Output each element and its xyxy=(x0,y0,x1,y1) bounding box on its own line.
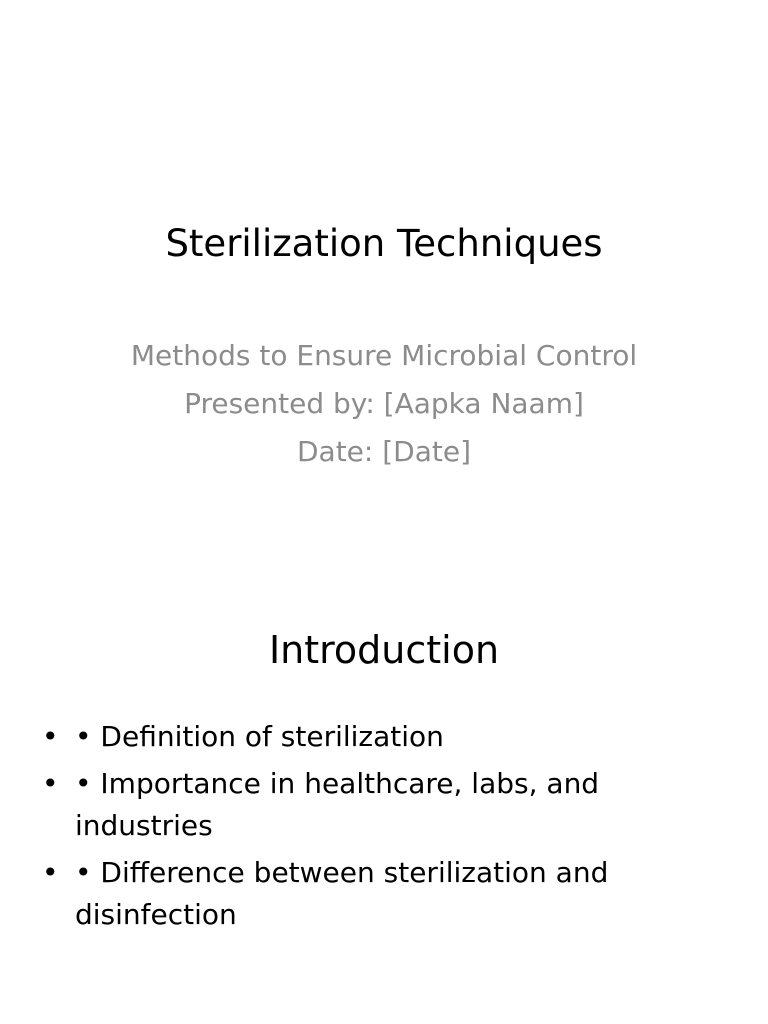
bullet-text: • Importance in healthcare, labs, and industries xyxy=(75,767,600,842)
list-item xyxy=(42,852,682,936)
introduction-slide xyxy=(0,512,768,1024)
introduction-heading: Introduction xyxy=(268,628,500,672)
subtitle-line-date: Date: [Date] xyxy=(296,435,472,468)
subtitle-line-presenter: Presented by: [Aapka Naam] xyxy=(184,387,584,420)
slide-title: Sterilization Techniques xyxy=(165,222,603,265)
bullet-icon: • xyxy=(42,767,59,800)
bullet-icon: • xyxy=(42,856,59,889)
bullet-icon: • xyxy=(42,720,59,753)
list-item xyxy=(42,763,682,847)
introduction-bullet-list xyxy=(42,716,682,941)
slide-subtitle xyxy=(0,332,768,476)
list-item xyxy=(42,716,682,758)
bullet-text: • Difference between sterilization and disinfection xyxy=(75,856,609,931)
bullet-text: • Definition of sterilization xyxy=(75,720,444,753)
subtitle-line-methods: Methods to Ensure Microbial Control xyxy=(130,339,638,372)
